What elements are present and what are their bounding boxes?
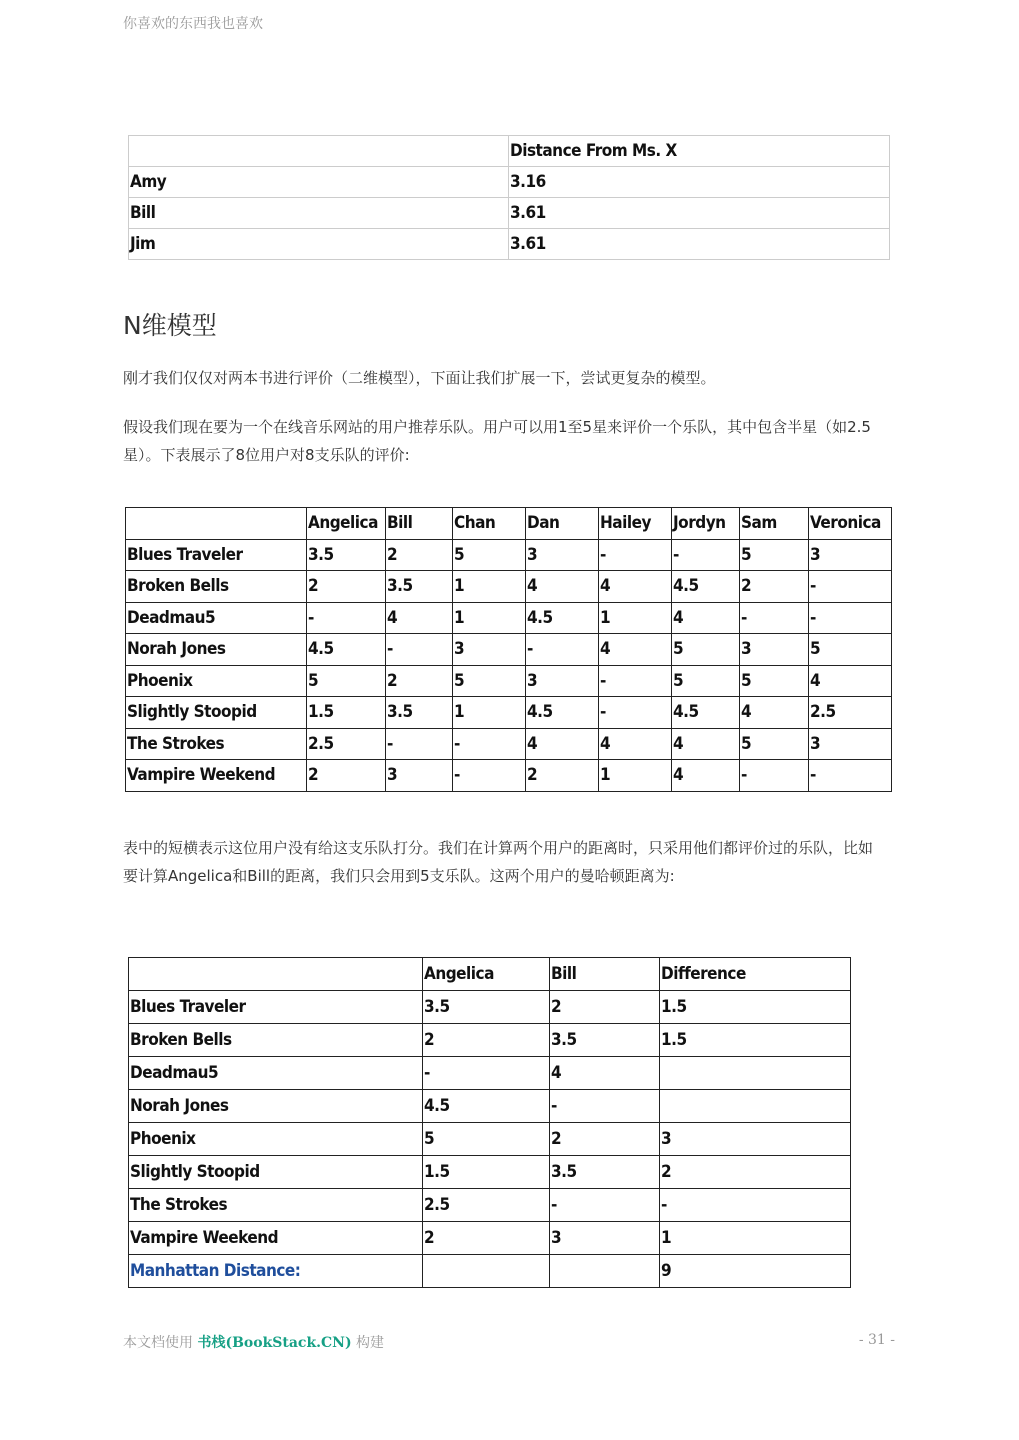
table-cell: - [453,728,526,760]
table-cell: 2 [307,760,386,792]
table-cell [550,1255,660,1288]
column-header [129,958,423,991]
row-label: The Strokes [126,728,307,760]
table-cell: 2 [423,1222,550,1255]
table-cell: 3.5 [423,991,550,1024]
table-row [126,760,892,792]
column-header: Veronica [809,508,892,540]
table-cell: 2 [307,571,386,603]
table-cell: 5 [740,665,809,697]
table-cell: - [423,1057,550,1090]
table-cell: 4.5 [423,1090,550,1123]
table-cell: 1.5 [660,1024,851,1057]
table-cell: 5 [740,539,809,571]
row-label: Manhattan Distance: [129,1255,423,1288]
table-row [129,229,890,260]
table-cell: 3 [386,760,453,792]
column-header: Angelica [307,508,386,540]
table-cell: 3.61 [509,198,890,229]
table-cell: 5 [809,634,892,666]
table-header-row [129,958,851,991]
table-row [129,1189,851,1222]
table-cell [660,1090,851,1123]
table-cell: 2 [550,991,660,1024]
table-row [129,1090,851,1123]
column-header: Distance From Ms. X [509,136,890,167]
table-cell: 2.5 [809,697,892,729]
table-cell: 2 [660,1156,851,1189]
table-row [129,167,890,198]
table-cell: - [660,1189,851,1222]
row-label: The Strokes [129,1189,423,1222]
table-cell: 4.5 [307,634,386,666]
table-cell: - [672,539,740,571]
row-label: Deadmau5 [129,1057,423,1090]
table-cell: 2 [526,760,599,792]
table-cell: - [386,728,453,760]
table-cell: 3.5 [386,571,453,603]
row-label: Slightly Stoopid [126,697,307,729]
table-cell: - [740,760,809,792]
table-cell: 2 [423,1024,550,1057]
table-cell: 5 [307,665,386,697]
row-label: Deadmau5 [126,602,307,634]
table-cell: 1 [453,697,526,729]
table-cell: 3.5 [386,697,453,729]
table-row [129,198,890,229]
column-header: Angelica [423,958,550,991]
column-header: Chan [453,508,526,540]
table-cell: 1 [660,1222,851,1255]
table-cell: 3.5 [307,539,386,571]
table-cell: 2.5 [423,1189,550,1222]
table-row [129,1123,851,1156]
table-cell: 3 [660,1123,851,1156]
table-cell: 4 [526,728,599,760]
table-cell: 1.5 [423,1156,550,1189]
table-cell: - [809,571,892,603]
table-cell: - [740,602,809,634]
table-cell: 4 [740,697,809,729]
table-cell: 3 [550,1222,660,1255]
table-cell: 2.5 [307,728,386,760]
column-header: Bill [550,958,660,991]
row-label: Jim [129,229,509,260]
table-row [129,1057,851,1090]
table-cell: - [550,1189,660,1222]
table-cell: 4.5 [672,571,740,603]
table-cell: 1.5 [660,991,851,1024]
section-heading: N维模型 [123,311,217,340]
table-header-row [129,136,890,167]
table-cell: - [526,634,599,666]
table-row [129,1255,851,1288]
table-cell: 2 [740,571,809,603]
table-cell: 2 [386,539,453,571]
table-cell: 1 [453,571,526,603]
table-cell: 3 [809,728,892,760]
table-row [126,665,892,697]
table-cell: 3 [526,665,599,697]
column-header: Difference [660,958,851,991]
ratings-table [125,507,892,792]
table-row [126,539,892,571]
table-cell: 3.16 [509,167,890,198]
column-header: Jordyn [672,508,740,540]
table-cell: 4 [526,571,599,603]
table-cell: 4 [672,602,740,634]
table-row [126,571,892,603]
table-cell: 3.61 [509,229,890,260]
page-header: 你喜欢的东西我也喜欢 [123,16,263,32]
table-cell: 3.5 [550,1024,660,1057]
row-label: Amy [129,167,509,198]
table-row [126,602,892,634]
table-row [126,697,892,729]
footer-prefix: 本文档使用 [123,1335,198,1351]
table-row [129,1156,851,1189]
table-cell: 4 [672,760,740,792]
paragraph: 表中的短横表示这位用户没有给这支乐队打分。我们在计算两个用户的距离时，只采用他们都评价过的乐队，比如要计算Angelica和Bill的距离，我们只会用到5支乐队。这两个用户的曼哈顿距离为: [123,839,874,885]
table-cell: 4 [550,1057,660,1090]
table-cell: - [550,1090,660,1123]
table-cell: 4 [599,728,672,760]
table-row [129,1024,851,1057]
table-cell: - [809,602,892,634]
row-label: Bill [129,198,509,229]
table-cell: 4.5 [526,697,599,729]
page-footer [123,1332,384,1352]
table-cell: 4.5 [526,602,599,634]
table-cell: 1 [599,602,672,634]
row-label: Broken Bells [126,571,307,603]
paragraph: 刚才我们仅仅对两本书进行评价（二维模型），下面让我们扩展一下，尝试更复杂的模型。 [123,369,716,387]
distance-table [128,135,890,260]
table-cell: 5 [740,728,809,760]
column-header: Bill [386,508,453,540]
table-cell [660,1057,851,1090]
table-row [129,1222,851,1255]
table-cell: 5 [672,665,740,697]
table-cell: - [599,665,672,697]
row-label: Phoenix [129,1123,423,1156]
table-cell: - [307,602,386,634]
table-cell: 2 [550,1123,660,1156]
table-cell: 5 [453,539,526,571]
table-cell: 4 [672,728,740,760]
table-cell: 2 [386,665,453,697]
row-label: Vampire Weekend [129,1222,423,1255]
table-cell: - [599,697,672,729]
page-number: - 31 - [858,1332,895,1348]
table-cell: 4 [809,665,892,697]
table-cell: 9 [660,1255,851,1288]
table-cell: - [453,760,526,792]
row-label: Vampire Weekend [126,760,307,792]
column-header: Dan [526,508,599,540]
row-label: Blues Traveler [126,539,307,571]
table-header-row [126,508,892,540]
table-cell: 4.5 [672,697,740,729]
footer-suffix: 构建 [351,1335,385,1351]
row-label: Blues Traveler [129,991,423,1024]
table-cell: 3 [809,539,892,571]
manhattan-table [128,957,851,1288]
table-cell: 5 [423,1123,550,1156]
column-header [129,136,509,167]
table-cell [423,1255,550,1288]
table-cell: - [599,539,672,571]
table-cell: 4 [599,571,672,603]
column-header [126,508,307,540]
table-cell: - [809,760,892,792]
table-cell: 3 [740,634,809,666]
row-label: Phoenix [126,665,307,697]
table-cell: 3.5 [550,1156,660,1189]
table-cell: 5 [453,665,526,697]
table-cell: 1 [453,602,526,634]
table-row [129,991,851,1024]
column-header: Sam [740,508,809,540]
table-row [126,634,892,666]
column-header: Hailey [599,508,672,540]
row-label: Norah Jones [129,1090,423,1123]
table-cell: 5 [672,634,740,666]
bookstack-link[interactable]: 书栈(BookStack.CN) [197,1335,352,1351]
paragraph: 假设我们现在要为一个在线音乐网站的用户推荐乐队。用户可以用1至5星来评价一个乐队，其中包含半星（如2.5星）。下表展示了8位用户对8支乐队的评价: [123,418,871,464]
row-label: Slightly Stoopid [129,1156,423,1189]
table-cell: 1.5 [307,697,386,729]
table-cell: 4 [599,634,672,666]
table-cell: - [386,634,453,666]
table-cell: 4 [386,602,453,634]
row-label: Norah Jones [126,634,307,666]
table-cell: 3 [526,539,599,571]
table-cell: 1 [599,760,672,792]
row-label: Broken Bells [129,1024,423,1057]
table-cell: 3 [453,634,526,666]
table-row [126,728,892,760]
